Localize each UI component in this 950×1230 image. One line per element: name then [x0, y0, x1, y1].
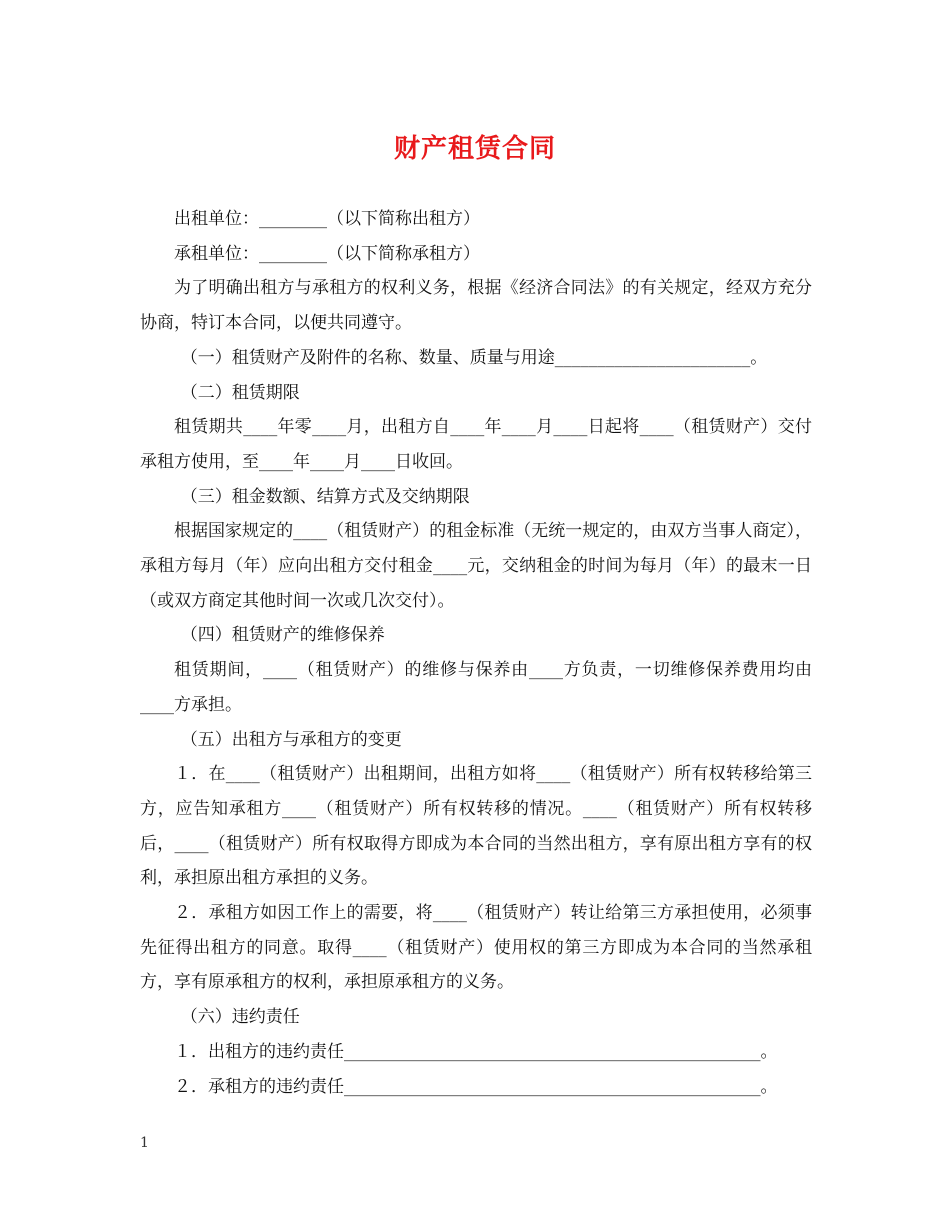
change-clause-2: ２．承租方如因工作上的需要，将____（租赁财产）转让给第三方承担使用，必须事先征得出租方的同意。取得____（租赁财产）使用权的第三方即成为本合同的当然承租方，享有原承租方的权利，承担原承租方的义务。 — [140, 903, 812, 993]
document-title: 财产租赁合同 — [393, 134, 556, 164]
section-heading-1: （一）租赁财产及附件的名称、数量、质量与用途_______________________。 — [180, 347, 768, 368]
section-heading-2: （二）租赁期限 — [180, 382, 300, 403]
lessor-line: 出租单位：________（以下简称出租方） — [174, 209, 480, 229]
lessee-line: 承租单位：________（以下简称承租方） — [174, 243, 480, 264]
section-heading-3: （三）租金数额、结算方式及交纳期限 — [180, 486, 470, 507]
page-number: 1 — [140, 1135, 149, 1151]
section-heading-6: （六）违约责任 — [180, 1007, 300, 1028]
change-clause-1: １．在____（租赁财产）出租期间，出租方如将____（租赁财产）所有权转移给第三方，应告知承租方____（租赁财产）所有权转移的情况。____（租赁财产）所有权转移后，____（租赁财产）所有权取得方即成为本合同的当然出租方，享有原出租方享有的权利，承担原出租方承担的义务。 — [140, 764, 812, 889]
document-body — [140, 202, 812, 1104]
maintenance-paragraph: 租赁期间，____（租赁财产）的维修与保养由____方负责，一切维修保养费用均由____方承担。 — [140, 660, 812, 715]
rent-paragraph: 根据国家规定的____（租赁财产）的租金标准（无统一规定的，由双方当事人商定），承租方每月（年）应向出租方交付租金____元，交纳租金的时间为每月（年）的最末一日（或双方商定其他时间一次或几次交付）。 — [140, 521, 812, 611]
section-heading-5: （五）出租方与承租方的变更 — [180, 729, 402, 750]
lease-term-paragraph: 租赁期共____年零____月，出租方自____年____月____日起将____（租赁财产）交付承租方使用，至____年____月____日收回。 — [140, 417, 812, 472]
preamble-paragraph: 为了明确出租方与承租方的权利义务，根据《经济合同法》的有关规定，经双方充分协商，特订本合同，以便共同遵守。 — [140, 278, 812, 334]
breach-clause-1: １．出租方的违约责任_________________________________________________。 — [174, 1041, 778, 1062]
breach-clause-2: ２．承租方的违约责任_________________________________________________。 — [174, 1076, 778, 1097]
section-heading-4: （四）租赁财产的维修保养 — [180, 625, 385, 646]
